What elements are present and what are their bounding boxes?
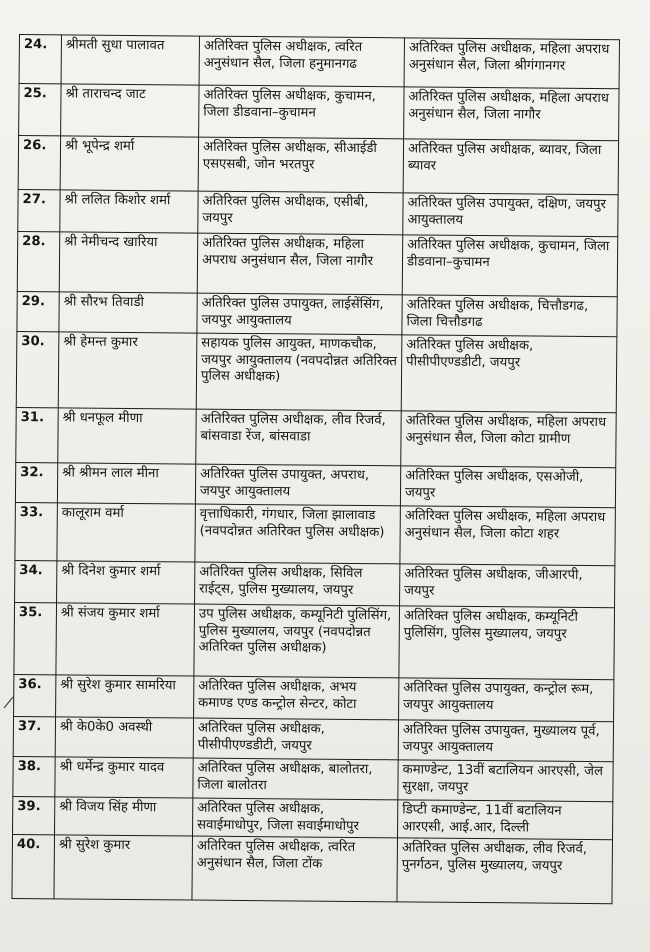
new-posting: अतिरिक्त पुलिस उपायुक्त, कन्ट्रोल रूम, जयपुर आयुक्तालय (399, 678, 614, 722)
table-row (17, 231, 618, 296)
officer-name: श्री सौरभ तिवाडी (59, 292, 197, 333)
table-row (17, 291, 617, 336)
officer-name: श्री धनफूल मीणा (58, 408, 196, 464)
row-serial: 25. (19, 84, 61, 136)
new-posting: अतिरिक्त पुलिस अधीक्षक, कम्यूनिटी पुलिसिंग, पुलिस मुख्यालय, जयपुर (399, 606, 615, 680)
current-posting: अतिरिक्त पुलिस अधीक्षक, कुचामन, जिला डीडवाना–कुचामन (199, 85, 404, 139)
table-row (19, 84, 619, 141)
row-serial: 24. (19, 35, 61, 84)
row-serial: 39. (13, 796, 55, 834)
row-serial: 29. (17, 291, 59, 331)
row-serial: 35. (14, 602, 57, 674)
officer-name: श्री सुरेश कुमार (54, 835, 193, 900)
row-serial: 40. (12, 834, 55, 898)
table-row (19, 35, 619, 89)
table-row (14, 674, 614, 721)
officer-name: श्री नेमीचन्द खारिया (59, 232, 198, 293)
officer-name: श्री संजय कुमार शर्मा (56, 603, 195, 676)
table-row (12, 834, 613, 903)
new-posting: कमाण्डेन्ट, 13वीं बटालियन आरएसी, जेल सुरक्षा, जयपुर (398, 760, 613, 802)
current-posting: अतिरिक्त पुलिस उपायुक्त, अपराध, जयपुर आयुक्तालय (195, 464, 400, 506)
current-posting: अतिरिक्त पुलिस अधीक्षक, महिला अपराध अनुसंधान सैल, जिला नागौर (197, 233, 403, 295)
officer-name: श्री सुरेश कुमार सामरिया (56, 675, 194, 718)
row-serial: 33. (15, 502, 58, 560)
transfer-table (11, 34, 620, 904)
current-posting: अतिरिक्त पुलिस अधीक्षक, सीआईडी एसएसबी, जोन भरतपुर (198, 137, 403, 193)
officer-name: श्री श्रीमन लाल मीना (57, 463, 195, 504)
new-posting: अतिरिक्त पुलिस अधीक्षक, महिला अपराध अनुसंधान सैल, जिला श्रीगंगानगर (404, 38, 619, 89)
transfer-table-body (12, 35, 620, 904)
officer-name: श्री विजय सिंह मीणा (55, 797, 193, 836)
table-row (15, 462, 615, 507)
current-posting: अतिरिक्त पुलिस अधीक्षक, त्वरित अनुसंधान सैल, जिला टोंक (192, 836, 398, 902)
current-posting: अतिरिक्त पुलिस अधीक्षक, बालोतरा, जिला बालोतरा (193, 758, 398, 800)
table-row (16, 407, 616, 467)
current-posting: अतिरिक्त पुलिस अधीक्षक, लीव रिजर्व, बांसवाडा रेंज, बांसवाडा (196, 409, 401, 466)
officer-name: श्री के0के0 अवस्थी (55, 717, 193, 758)
current-posting: वृत्ताधिकारी, गंगधार, जिला झालावाड (नवपदोन्नत अतिरिक्त पुलिस अधीक्षक) (195, 504, 400, 564)
table-row (18, 189, 618, 236)
table-row (13, 756, 613, 801)
new-posting: अतिरिक्त पुलिस अधीक्षक, महिला अपराध अनुसंधान सैल, जिला कोटा ग्रामीण (401, 411, 616, 468)
new-posting: अतिरिक्त पुलिस उपायुक्त, मुख्यालय पूर्व, जयपुर आयुक्तालय (398, 720, 613, 762)
row-serial: 37. (13, 716, 55, 756)
current-posting: अतिरिक्त पुलिस अधीक्षक, सवाईमाधोपुर, जिला सवाईमाधोपुर (193, 798, 398, 838)
table-row (15, 502, 615, 565)
table-row (18, 136, 618, 195)
new-posting: अतिरिक्त पुलिस अधीक्षक, जीआरपी, जयपुर (400, 564, 615, 608)
new-posting: अतिरिक्त पुलिस अधीक्षक, महिला अपराध अनुसंधान सैल, जिला कोटा शहर (400, 506, 615, 566)
current-posting: अतिरिक्त पुलिस अधीक्षक, एसीबी, जयपुर (198, 191, 403, 235)
new-posting: अतिरिक्त पुलिस अधीक्षक, एसओजी, जयपुर (400, 466, 615, 508)
officer-name: श्री ताराचन्द जाट (61, 84, 199, 137)
new-posting: अतिरिक्त पुलिस अधीक्षक, ब्यावर, जिला ब्यावर (403, 139, 618, 195)
row-serial: 31. (16, 407, 58, 462)
new-posting: अतिरिक्त पुलिस अधीक्षक, लीव रिजर्व, पुनर्गठन, पुलिस मुख्यालय, जयपुर (397, 838, 613, 904)
current-posting: उप पुलिस अधीक्षक, कम्यूनिटी पुलिसिंग, पुलिस मुख्यालय, जयपुर (नवपदोन्नत अतिरिक्त पुलिस अधीक्षक) (194, 604, 400, 678)
row-serial: 27. (18, 189, 60, 231)
officer-name: श्री दिनेश कुमार शर्मा (57, 561, 195, 604)
table-row (13, 716, 613, 761)
row-serial: 36. (14, 674, 56, 716)
row-serial: 32. (15, 462, 57, 502)
row-serial: 34. (15, 560, 57, 602)
current-posting: अतिरिक्त पुलिस अधीक्षक, त्वरित अनुसंधान सैल, जिला हनुमानगढ (199, 36, 404, 87)
officer-name: श्री हेमन्त कुमार (58, 332, 197, 409)
row-serial: 26. (18, 136, 60, 190)
new-posting: अतिरिक्त पुलिस अधीक्षक, चित्तौडगढ, जिला चित्तौडगढ (402, 295, 617, 337)
officer-name: श्रीमती सुधा पालावत (61, 35, 199, 85)
current-posting: अतिरिक्त पुलिस उपायुक्त, लाईसेंसिंग, जयपुर आयुक्तालय (197, 293, 402, 335)
officer-name: श्री ललित किशोर शर्मा (60, 190, 198, 233)
new-posting: अतिरिक्त पुलिस अधीक्षक, पीसीपीएण्डडीटी, जयपुर (401, 335, 617, 413)
current-posting: अतिरिक्त पुलिस अधीक्षक, पीसीपीएण्डडीटी, जयपुर (193, 718, 398, 760)
new-posting: डिप्टी कमाण्डेन्ट, 11वीं बटालियन आरएसी, आई.आर, दिल्ली (397, 800, 612, 840)
officer-name: श्री धर्मेन्द्र कुमार यादव (55, 757, 193, 798)
table-row (15, 560, 615, 607)
new-posting: अतिरिक्त पुलिस उपायुक्त, दक्षिण, जयपुर आयुक्तालय (403, 193, 618, 237)
table-row (16, 331, 617, 412)
row-serial: 28. (17, 231, 60, 291)
current-posting: अतिरिक्त पुलिस अधीक्षक, सिविल राईट्स, पुलिस मुख्यालय, जयपुर (195, 562, 400, 606)
current-posting: अतिरिक्त पुलिस अधीक्षक, अभय कमाण्ड एण्ड कन्ट्रोल सेन्टर, कोटा (194, 676, 399, 720)
new-posting: अतिरिक्त पुलिस अधीक्षक, महिला अपराध अनुसंधान सैल, जिला नागौर (404, 87, 619, 141)
officer-name: श्री भूपेन्द्र शर्मा (60, 136, 198, 191)
row-serial: 38. (13, 756, 55, 796)
officer-name: कालूराम वर्मा (57, 503, 196, 562)
table-row (13, 796, 613, 839)
table-row (14, 602, 615, 679)
row-serial: 30. (16, 331, 59, 407)
new-posting: अतिरिक्त पुलिस अधीक्षक, कुचामन, जिला डीडवाना–कुचामन (402, 235, 618, 297)
current-posting: सहायक पुलिस आयुक्त, माणकचौक, जयपुर आयुक्तालय (नवपदोन्नत अतिरिक्त पुलिस अधीक्षक) (196, 333, 402, 411)
